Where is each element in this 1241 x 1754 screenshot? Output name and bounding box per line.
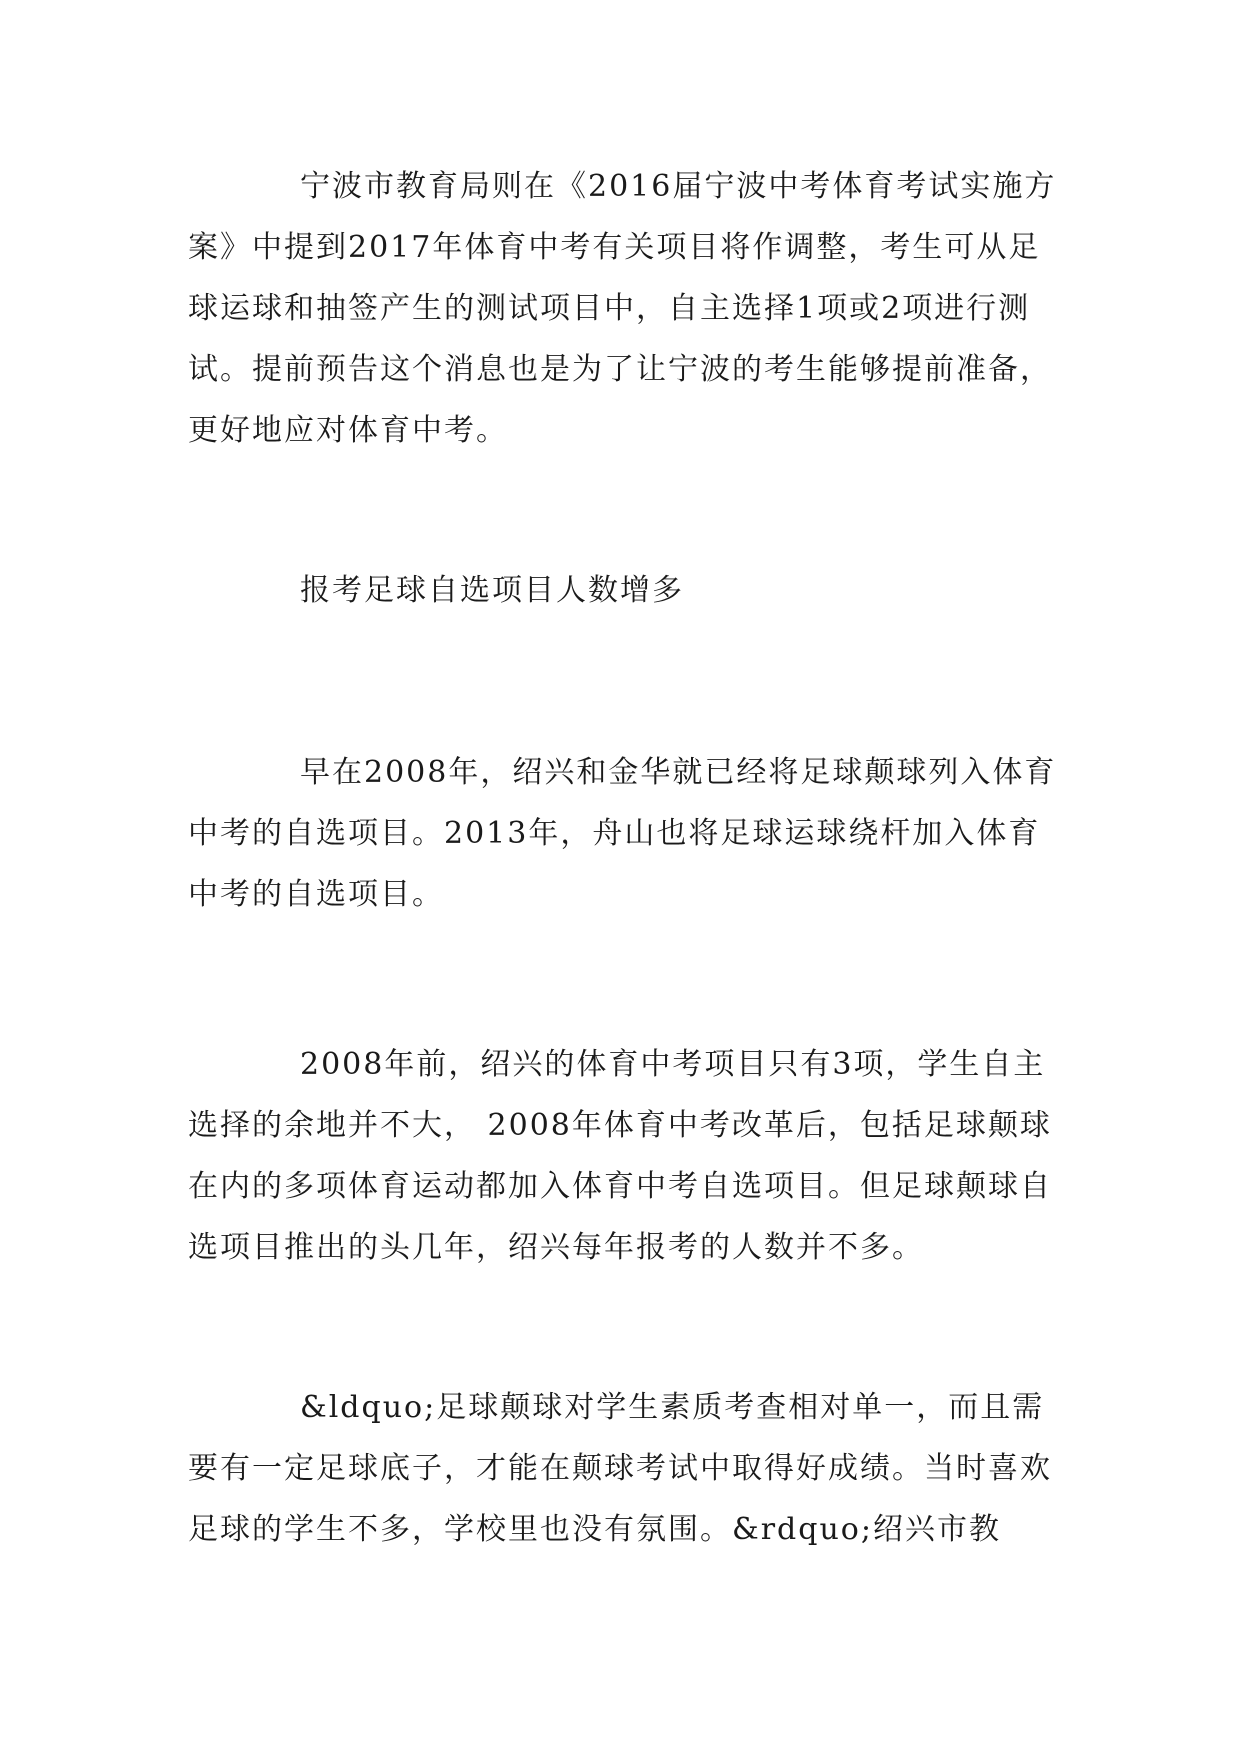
- paragraph-quote: &ldquo;足球颠球对学生素质考查相对单一，而且需要有一定足球底子，才能在颠球考试中取得好成绩。当时喜欢足球的学生不多，学校里也没有氛围。&rdquo;绍兴市教: [188, 1390, 1052, 1547]
- paragraph-shaoxing-reform: 2008年前，绍兴的体育中考项目只有3项，学生自主选择的余地并不大， 2008年体育中考改革后，包括足球颠球在内的多项体育运动都加入体育中考自选项目。但足球颠球自选项目推出的头几年，绍兴每年报考的人数并不多。: [188, 1047, 1052, 1265]
- section-heading: 报考足球自选项目人数增多: [300, 573, 684, 608]
- paragraph-shaoxing-jinhua: 早在2008年，绍兴和金华就已经将足球颠球列入体育中考的自选项目。2013年，舟山也将足球运球绕杆加入体育中考的自选项目。: [188, 755, 1057, 912]
- paragraph-ningbo-plan: 宁波市教育局则在《2016届宁波中考体育考试实施方案》中提到2017年体育中考有关项目将作调整，考生可从足球运球和抽签产生的测试项目中，自主选择1项或2项进行测试。提前预告这个消息也是为了让宁波的考生能够提前准备，更好地应对体育中考。: [188, 169, 1057, 448]
